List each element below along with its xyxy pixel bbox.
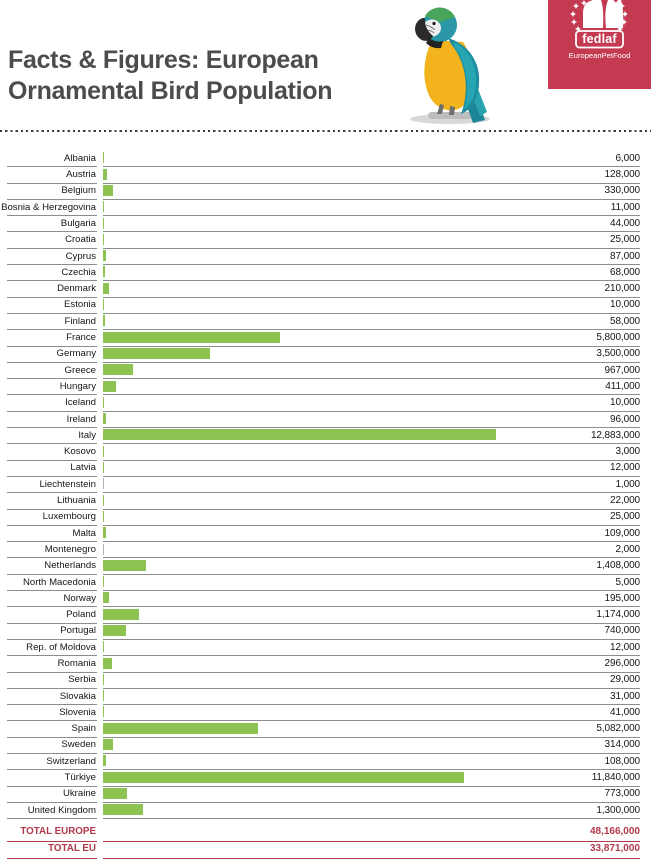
population-value: 108,000 bbox=[604, 755, 640, 767]
population-value: 967,000 bbox=[604, 364, 640, 376]
table-row bbox=[0, 215, 651, 231]
population-bar bbox=[103, 169, 107, 180]
country-label: Slovenia bbox=[59, 706, 96, 718]
logo bbox=[548, 0, 651, 89]
population-value: 740,000 bbox=[604, 625, 640, 637]
table-row bbox=[0, 443, 651, 459]
population-bar bbox=[103, 788, 127, 799]
population-value: 29,000 bbox=[610, 674, 640, 686]
population-bar bbox=[103, 364, 133, 375]
country-label: Sweden bbox=[61, 739, 96, 751]
country-label: Malta bbox=[72, 527, 96, 539]
country-label: Luxembourg bbox=[42, 511, 96, 523]
logo-tagline: EuropeanPetFood bbox=[568, 51, 631, 60]
population-bar bbox=[103, 315, 105, 326]
population-value: 87,000 bbox=[610, 250, 640, 262]
population-value: 25,000 bbox=[610, 234, 640, 246]
population-value: 1,408,000 bbox=[596, 560, 640, 572]
country-label: Romania bbox=[57, 658, 96, 669]
population-value: 96,000 bbox=[610, 413, 640, 425]
table-row bbox=[0, 231, 651, 247]
population-value: 5,800,000 bbox=[596, 332, 640, 344]
country-label: Netherlands bbox=[44, 560, 96, 572]
total-europe-label: TOTAL EUROPE bbox=[20, 826, 96, 838]
title-line-2: Ornamental Bird Population bbox=[8, 77, 333, 105]
population-value: 10,000 bbox=[610, 397, 640, 409]
table-row bbox=[0, 606, 651, 622]
population-value: 1,174,000 bbox=[596, 609, 640, 621]
country-label: United Kingdom bbox=[27, 804, 96, 816]
country-label: Greece bbox=[64, 364, 96, 376]
population-value: 411,000 bbox=[605, 380, 640, 392]
table-row bbox=[0, 150, 651, 166]
table-row bbox=[0, 623, 651, 639]
table-row bbox=[0, 802, 651, 818]
chart-totals bbox=[0, 823, 651, 858]
table-row bbox=[0, 688, 651, 704]
table-row bbox=[0, 704, 651, 720]
population-value: 11,840,000 bbox=[591, 772, 640, 784]
table-row bbox=[0, 329, 651, 345]
population-value: 3,500,000 bbox=[596, 348, 640, 360]
country-label: Slovakia bbox=[59, 690, 96, 702]
pets-silhouette-icon bbox=[583, 0, 623, 28]
table-row bbox=[0, 248, 651, 264]
population-bar bbox=[103, 560, 146, 571]
population-bar bbox=[103, 592, 109, 603]
country-label: Portugal bbox=[60, 625, 96, 637]
country-label: Montenegro bbox=[44, 543, 96, 555]
country-label: Iceland bbox=[65, 397, 96, 409]
table-row bbox=[0, 769, 651, 785]
country-label: Italy bbox=[78, 429, 96, 441]
population-bar bbox=[103, 250, 106, 261]
table-row bbox=[0, 297, 651, 313]
table-row bbox=[0, 541, 651, 557]
population-value: 10,000 bbox=[610, 299, 640, 311]
country-label: Estonia bbox=[64, 299, 96, 311]
total-europe-value: 48,166,000 bbox=[589, 826, 640, 838]
table-row bbox=[0, 460, 651, 476]
country-label: Austria bbox=[66, 169, 96, 181]
chart-rows bbox=[0, 150, 651, 818]
population-bar bbox=[103, 218, 104, 229]
population-value: 68,000 bbox=[610, 266, 640, 278]
total-row-eu bbox=[0, 841, 651, 858]
population-bar bbox=[103, 772, 464, 783]
country-label: Finland bbox=[64, 315, 96, 327]
table-row bbox=[0, 476, 651, 492]
population-value: 5,000 bbox=[615, 576, 640, 588]
population-value: 41,000 bbox=[610, 706, 640, 718]
table-row bbox=[0, 166, 651, 182]
population-bar bbox=[103, 495, 104, 506]
macaw-parrot-icon bbox=[388, 0, 523, 127]
country-label: Croatia bbox=[65, 234, 96, 246]
country-label: Belgium bbox=[61, 185, 96, 197]
population-bar bbox=[103, 511, 104, 522]
population-value: 210,000 bbox=[604, 283, 640, 295]
population-bar bbox=[103, 527, 106, 538]
population-value: 330,000 bbox=[604, 185, 640, 197]
total-eu-value: 33,871,000 bbox=[589, 843, 640, 855]
table-row bbox=[0, 655, 651, 671]
population-bar bbox=[103, 234, 104, 245]
country-label: Latvia bbox=[70, 462, 96, 474]
table-row bbox=[0, 720, 651, 736]
table-row bbox=[0, 427, 651, 443]
population-value: 22,000 bbox=[610, 495, 640, 507]
population-value: 12,883,000 bbox=[590, 429, 640, 441]
table-row bbox=[0, 362, 651, 378]
population-bar bbox=[103, 413, 106, 424]
population-value: 109,000 bbox=[604, 527, 640, 539]
table-row bbox=[0, 574, 651, 590]
country-label: Kosovo bbox=[64, 446, 96, 458]
population-value: 128,000 bbox=[604, 169, 640, 181]
population-bar bbox=[103, 348, 210, 359]
country-label: Cyprus bbox=[65, 250, 96, 262]
country-label: Denmark bbox=[57, 283, 96, 295]
table-row bbox=[0, 492, 651, 508]
population-bar bbox=[103, 706, 104, 717]
table-row bbox=[0, 786, 651, 802]
total-eu-label: TOTAL EU bbox=[48, 843, 96, 855]
population-bar bbox=[103, 609, 139, 620]
population-value: 25,000 bbox=[610, 511, 640, 523]
country-label: Ireland bbox=[66, 413, 96, 425]
country-label: Bosnia & Herzegovina bbox=[1, 201, 96, 213]
population-bar bbox=[103, 804, 143, 815]
country-label: Rep. of Moldova bbox=[26, 641, 96, 653]
table-row bbox=[0, 557, 651, 573]
population-bar bbox=[103, 381, 116, 392]
country-label: Türkiye bbox=[64, 772, 96, 784]
country-label: Ukraine bbox=[62, 788, 96, 800]
table-row bbox=[0, 183, 651, 199]
population-bar bbox=[103, 429, 496, 440]
country-label: Czechia bbox=[61, 266, 96, 278]
population-bar bbox=[103, 690, 104, 701]
country-label: Switzerland bbox=[46, 755, 96, 767]
title-line-1: Facts & Figures: European bbox=[8, 46, 319, 74]
country-label: Serbia bbox=[68, 674, 96, 686]
table-row bbox=[0, 199, 651, 215]
population-value: 3,000 bbox=[615, 446, 640, 458]
country-label: Germany bbox=[56, 348, 96, 360]
bar-chart bbox=[0, 150, 651, 858]
country-label: North Macedonia bbox=[22, 576, 96, 588]
country-label: Poland bbox=[66, 609, 96, 621]
table-row bbox=[0, 346, 651, 362]
population-bar bbox=[103, 674, 104, 685]
population-value: 296,000 bbox=[604, 658, 640, 669]
population-bar bbox=[103, 283, 109, 294]
table-row bbox=[0, 672, 651, 688]
population-bar bbox=[103, 185, 113, 196]
population-bar bbox=[103, 739, 113, 750]
table-row bbox=[0, 590, 651, 606]
table-row bbox=[0, 394, 651, 410]
country-label: Hungary bbox=[59, 380, 96, 392]
axis-tick bbox=[103, 446, 104, 457]
parrot-image bbox=[388, 0, 523, 127]
population-value: 31,000 bbox=[610, 690, 640, 702]
table-row bbox=[0, 313, 651, 329]
table-row bbox=[0, 639, 651, 655]
population-bar bbox=[103, 266, 105, 277]
country-label: Norway bbox=[63, 592, 96, 604]
population-value: 11,000 bbox=[610, 201, 640, 213]
axis-tick bbox=[103, 576, 104, 587]
population-value: 1,300,000 bbox=[596, 804, 640, 816]
population-value: 44,000 bbox=[610, 217, 640, 229]
population-value: 12,000 bbox=[610, 641, 640, 653]
country-label: France bbox=[66, 332, 96, 344]
population-bar bbox=[103, 658, 112, 669]
dotted-divider bbox=[0, 130, 651, 132]
population-value: 314,000 bbox=[604, 739, 640, 751]
table-row bbox=[0, 378, 651, 394]
axis-tick bbox=[103, 544, 104, 555]
table-row bbox=[0, 509, 651, 525]
population-value: 6,000 bbox=[615, 152, 640, 164]
country-label: Albania bbox=[63, 152, 96, 164]
country-label: Liechtenstein bbox=[39, 478, 96, 490]
axis-tick bbox=[103, 478, 104, 489]
table-row bbox=[0, 753, 651, 769]
page-title bbox=[8, 45, 332, 107]
population-bar bbox=[103, 332, 280, 343]
table-row bbox=[0, 411, 651, 427]
table-row bbox=[0, 264, 651, 280]
population-bar bbox=[103, 625, 126, 636]
country-label: Spain bbox=[71, 723, 96, 735]
table-row bbox=[0, 525, 651, 541]
population-value: 58,000 bbox=[610, 315, 640, 327]
logo-brand: fedlaf bbox=[582, 32, 617, 46]
table-row bbox=[0, 280, 651, 296]
total-row-europe bbox=[0, 823, 651, 840]
population-value: 195,000 bbox=[604, 592, 640, 604]
population-bar bbox=[103, 755, 106, 766]
country-label: Lithuania bbox=[57, 495, 96, 507]
table-row bbox=[0, 737, 651, 753]
population-value: 2,000 bbox=[615, 543, 640, 555]
population-value: 1,000 bbox=[615, 478, 640, 490]
population-value: 5,082,000 bbox=[596, 723, 640, 735]
country-label: Bulgaria bbox=[60, 217, 96, 229]
population-value: 773,000 bbox=[604, 788, 640, 800]
population-value: 12,000 bbox=[610, 462, 640, 474]
population-bar bbox=[103, 723, 258, 734]
